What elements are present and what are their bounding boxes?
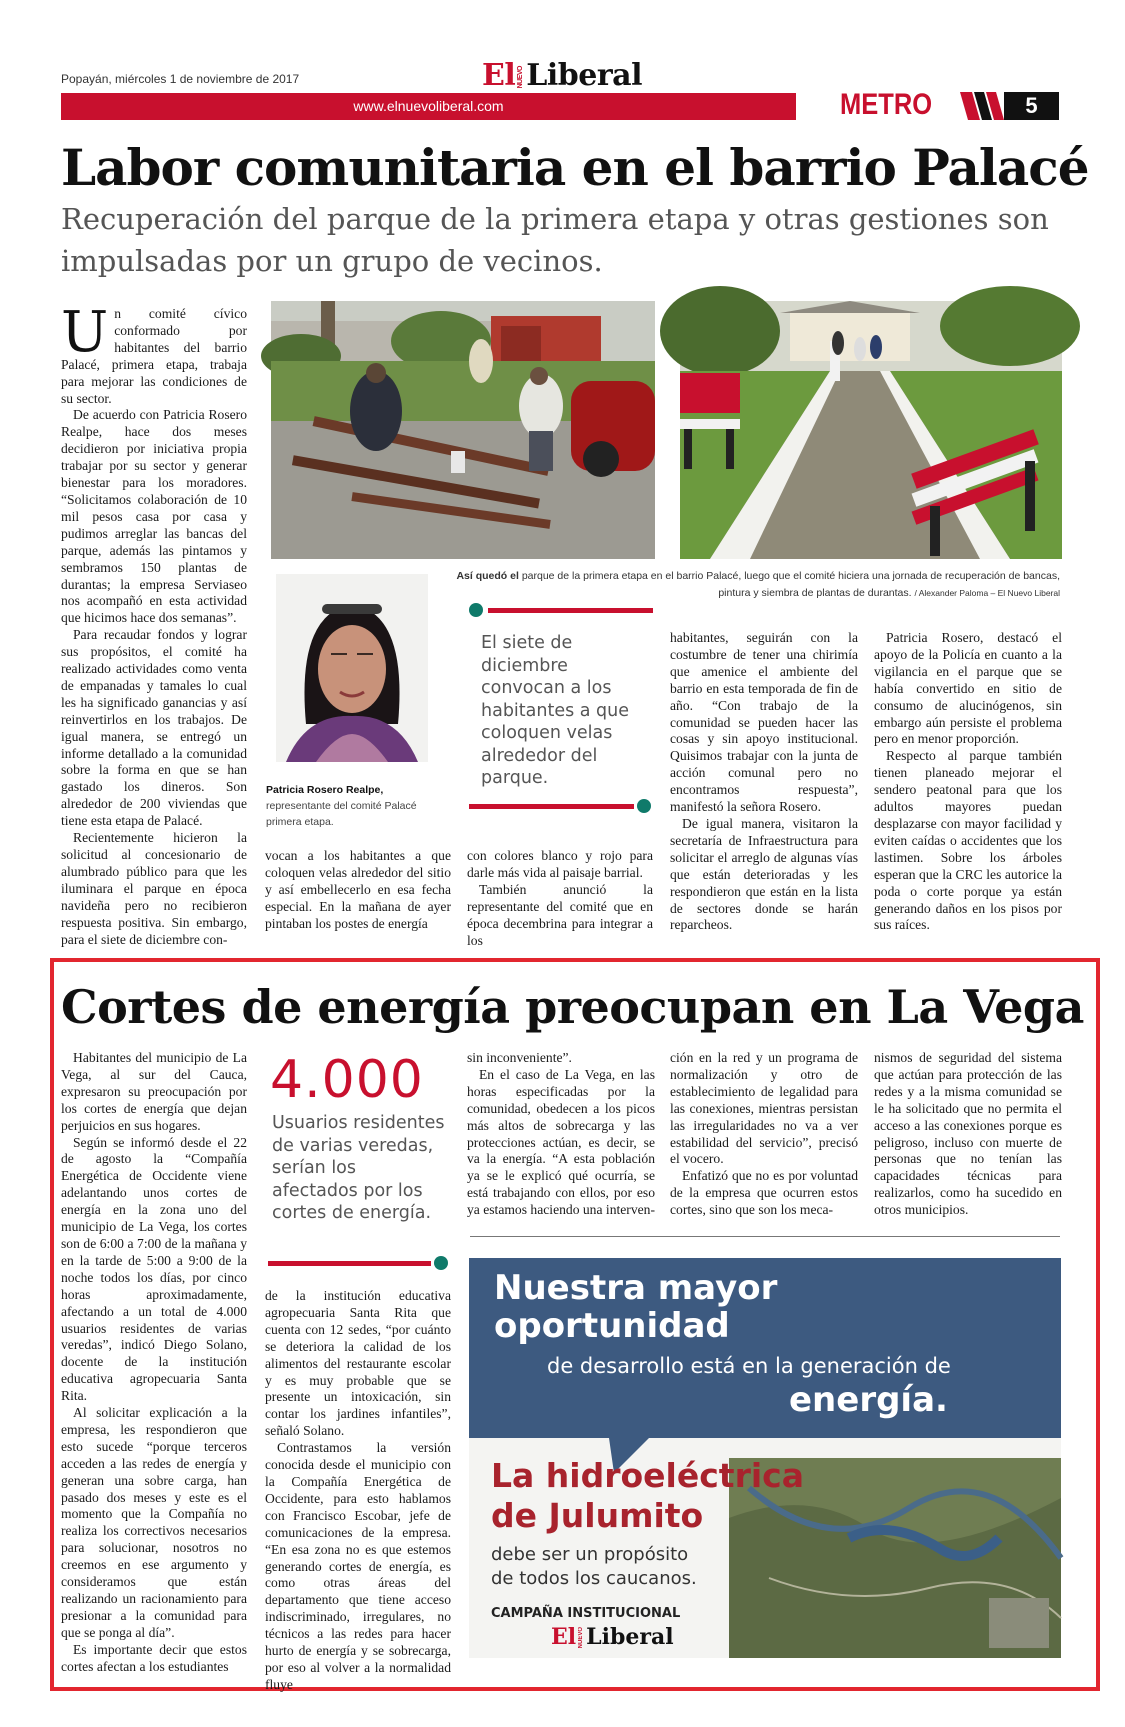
newspaper-logo [482,58,642,93]
ad-headline-line-3: de desarrollo está en la generación de [547,1354,951,1378]
story2-headline: Cortes de energía preocupan en La Vega [61,980,1084,1034]
paragraph: con colores blanco y rojo para darle más vida al paisaje barrial. [467,848,653,880]
paragraph: Según se informó desde el 22 de agosto la “Compañía Energética de Occidente viene adelantando unos cortes de energía en la zona uno del municipio de La Vega, los cortes son de 6:00 a 7:00 de la mañana y en la tarde de 5:00 a 9:00 de la noche todos los días, por cinco horas aproximadamente, afectando a un total de 4.000 usuarios residentes de varias veredas”, indicó Diego Solano, docente de la institución educativa agropecuaria Santa Rita. [61,1134,247,1404]
story1-column-2 [265,848,451,938]
ad-logo-el: El [551,1624,577,1650]
story1-column-1 [61,300,247,947]
pullquote-dot-icon [469,603,483,617]
ad-headline-line-4: energía. [789,1380,948,1420]
paragraph: Respecto al parque también tienen planeado mejorar el sendero peatonal para que los adultos mayores puedan desplazarse con mayor facilidad y eviten caídas o accidentes que los lastimen. Sobre los árboles esperan que la CRC les autorice la poda o corte porque ya están generando daños en los pisos por sus raíces. [874,748,1062,933]
paragraph: Patricia Rosero, destacó el apoyo de la Policía en cuanto a la vigilancia en el parque que se había convertido en sitio de consumo de alucinógenos, sin embargo aún persiste el problema pero en menor proporción. [874,630,1062,747]
paragraph: Al solicitar explicación a la empresa, les respondieron que esto sucede “porque terceros acceden a las redes de energía y generan una sobre carga, han pasado dos meses y este es el momento que la Compañía no realiza los correctivos necesarios para solucionar, nosotros no creemos en ese argumento y consideramos que están realizando un racionamiento para presionar a la comunidad para que se ponga al día”. [61,1405,247,1640]
logo-nuevo: NUEVO [517,65,525,89]
pullquote: El siete de diciembre convocan a los habitantes a que coloquen velas alrededor del parque. [481,633,630,788]
story2-column-2 [265,1288,451,1692]
ad-headline-line-2: oportunidad [494,1306,730,1346]
pullquote: Usuarios residentes de varias veredas, serían los afectados por los cortes de energía. [272,1113,445,1223]
story2-column-3 [467,1050,655,1230]
paragraph: nismos de seguridad del sistema que actúan para protección de las redes y a la misma comunidad se le ha solicitado que no permita el acceso a las conexiones porque es peligroso, incluso con muerte de personas que no tenían las capacidades técnicas para realizarlos, como ha sucedido en otros municipios. [874,1050,1062,1218]
photo-credit: / Alexander Paloma – El Nuevo Liberal [914,588,1060,598]
paragraph: habitantes, seguirán con la costumbre de tener una chirimía que amenice el ambiente del barrio en esta temporada de fin de año. “Con trabajo de la comunidad se pueden hacer las cosas y sin apoyo institucional. Quisimos trabajar con la junta de acción comunal pero no encontramos respuesta”, manifestó la señora Rosero. [670,630,858,815]
story1-column-3 [467,848,653,948]
photo-volunteers [271,301,655,559]
story2-column-5 [874,1050,1062,1230]
drop-cap: U [61,300,109,365]
big-number: 4.000 [270,1050,424,1110]
ad-title-line-2: de Julumito [491,1496,704,1535]
ad-title-line-1: La hidroeléctrica [491,1456,804,1495]
advertisement-hydroelectric [469,1258,1061,1658]
paragraph: n comité cívico conformado por habitantes del barrio Palacé, primera etapa, trabaja para mejorar las condiciones de su sector. [61,306,247,406]
paragraph: Es importante decir que estos cortes afectan a los estudiantes [61,1641,247,1674]
story-headline: Labor comunitaria en el barrio Palacé [61,138,1089,197]
ad-body-line-2: de todos los caucanos. [491,1568,697,1589]
ad-logo-nuevo: NUEVO [578,1627,585,1649]
pullquote-dot-icon [637,799,651,813]
ad-headline-line-1: Nuestra mayor [494,1268,778,1308]
photo-park-benches [680,301,1062,559]
section-stripes-icon [960,92,1004,120]
logo-liberal: Liberal [526,58,642,93]
paragraph: sin inconveniente”. [467,1050,572,1065]
paragraph: De igual manera, visitaron la secretaría de Infraestructura para solicitar el arreglo de algunas vías que están deterioradas y les respondieron que están en la lista de sectores donde se harán reparcheos. [670,815,858,933]
portrait-role: representante del comité Palacé primera etapa. [266,800,417,828]
paragraph: de la institución educativa agropecuaria Santa Rita que cuenta con 12 sedes, “por cuánto se deteriora la calidad de los alimentos del restaurante escolar y es muy probable que se presente un intoxicación, sin contar los jardines infantiles”, señaló Solano. [265,1288,451,1439]
pullquote-rule-bottom [469,804,634,809]
paragraph: Habitantes del municipio de La Vega, al sur del Cauca, expresaron su preocupación por los cortes de energía que dejan perjuicios en sus hogares. [61,1050,247,1133]
ad-logo-liberal: Liberal [586,1624,674,1650]
photo-caption [440,568,1060,602]
paragraph: Recientemente hicieron la solicitud al concesionario de alumbrado público para que les iluminara el parque en época navideña pero no recibieron respuesta positiva. Sin embargo, para el siete de diciembre con- [61,830,247,947]
portrait-name: Patricia Rosero Realpe, [266,784,384,796]
ad-logo [551,1624,674,1650]
paragraph: Contrastamos la versión conocida desde el municipio con la Compañía Energética de Occidente, para esto hablamos con Francisco Escobar, jefe de comunicaciones de la empresa. “En esa zona no es que estemos generando cortes de energía, es como otras áreas del departamento que tiene acceso indiscriminado, irregulares, no técnicos a las redes para hacer hurto de energía y se sobrecarga, por eso al volver a la normalidad fluye [265,1440,451,1692]
paragraph: De acuerdo con Patricia Rosero Realpe, hace dos meses decidieron por iniciativa propia trabajar por su sector y generar bienestar para los moradores. “Solicitamos colaboración de 10 mil pesos casa por casa y pudimos arreglar las bancas del parque, además las pintamos y sembramos 150 plantas de durantas; la empresa Serviaseo nos acompañó en esta actividad que hicimos hace dos semanas”. [61,407,247,626]
paragraph: vocan a los habitantes a que coloquen velas alrededor del sitio y así embellecerlo en esa fecha especial. En la mañana de ayer pintaban los postes de energía [265,848,451,931]
paragraph: En el caso de La Vega, en las horas especificadas por la comunidad, obedecen a los picos más altos de sobrecarga y las protecciones actúan, es decir, se va la energía. “A esta población ya se le explicó qué ocurría, se está trabajando con ellos, por eso ya estamos haciendo una interven- [467,1066,655,1218]
paragraph: También anunció la representante del comité que en época decembrina para integrar a los [467,881,653,948]
ad-campaign-label: CAMPAÑA INSTITUCIONAL [491,1606,681,1621]
pullquote-dot-icon [434,1256,448,1270]
portrait-caption [266,782,436,830]
paragraph: Enfatizó que no es por voluntad de la empresa que ocurren estos cortes, sino que son los meca- [670,1168,858,1218]
caption-text: parque de la primera etapa en el barrio Palacé, luego que el comité hiciera una jornada de recuperación de bancas, pintura y siembra de plantas de durantas. [521,570,1060,599]
pullquote-rule-top [488,608,653,613]
issue-date: Popayán, miércoles 1 de noviembre de 2017 [61,72,300,86]
ad-body-line-1: debe ser un propósito [491,1544,689,1565]
section-name: METRO [840,88,933,121]
caption-lead: Así quedó el [456,570,519,582]
story2-column-4 [670,1050,858,1230]
story1-column-4 [670,630,858,938]
story2-column-1 [61,1050,247,1675]
page-number: 5 [1004,92,1059,120]
pullquote-rule [268,1261,431,1266]
website-url: www.elnuevoliberal.com [353,98,504,114]
paragraph: ción en la red y un programa de normalización y otro de establecimiento de legalidad para las conexiones, mientras persistan las irregularidades no va a ver estabilidad del servicio”, precisó el vocero. [670,1050,858,1167]
story1-column-5 [874,630,1062,938]
advertisement-divider [470,1236,1060,1237]
logo-el: El [482,58,516,93]
photo-portrait [276,574,428,762]
story-subhead: Recuperación del parque de la primera etapa y otras gestiones son impulsadas por un grupo de vecinos. [61,202,1049,278]
paragraph: Para recaudar fondos y lograr sus propósitos, el comité ha realizado actividades como venta de empanadas y tamales lo cual les ha significado ganancias y así reinvertirlos en los trabajos. De igual manera, se entregó un informe detallado a la comunidad sobre la forma en que se han gastado los dineros. Son alrededor de 200 viviendas que tiene esta etapa de Palacé. [61,627,247,829]
